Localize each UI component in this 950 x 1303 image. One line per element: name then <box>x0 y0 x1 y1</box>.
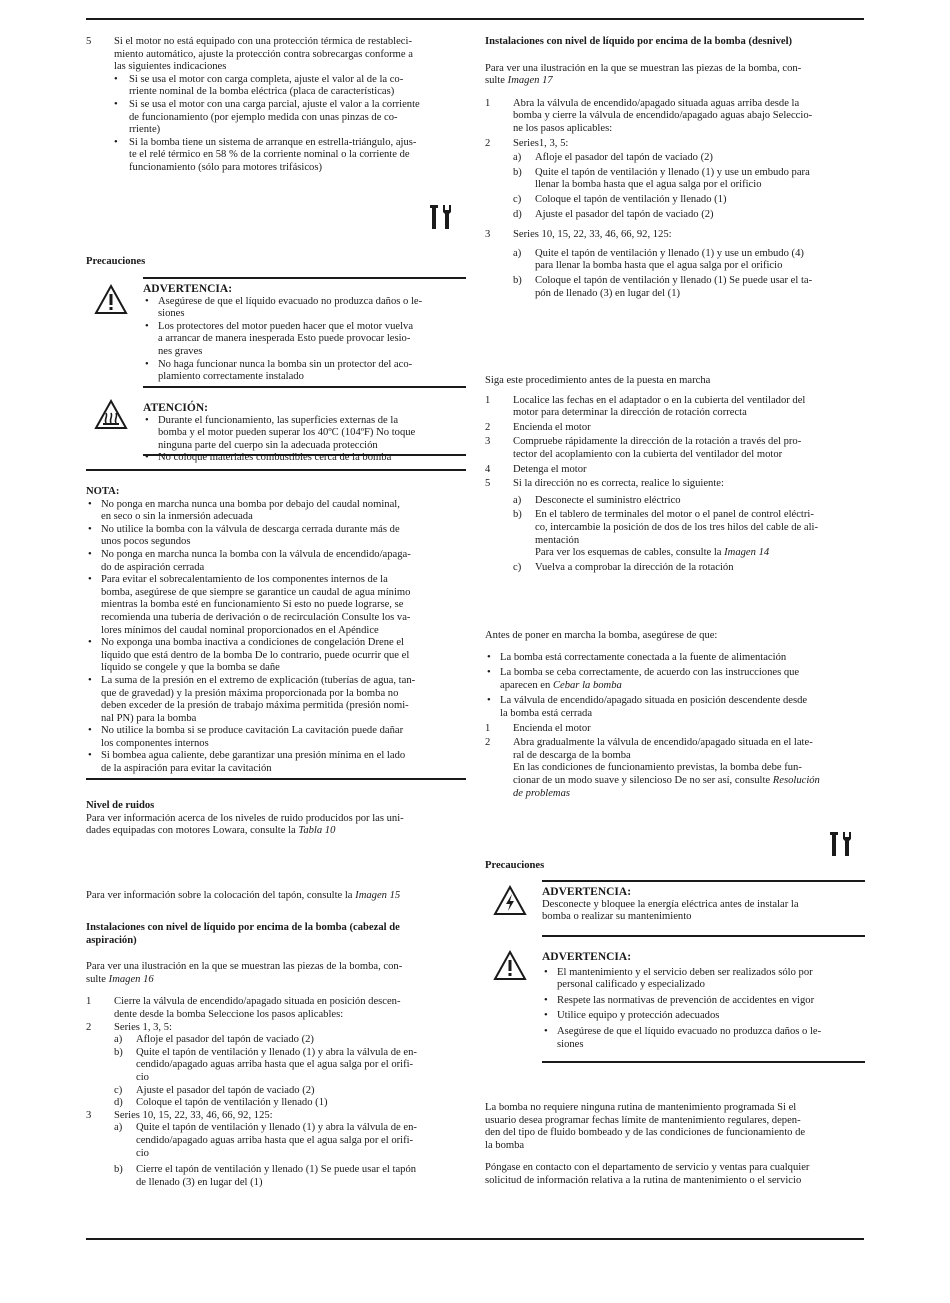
step-3: 3 Compruebe rápidamente la dirección de la rotación a través del pro- tector del acoplamiento con la cubierta del ventilador del motor <box>485 436 802 460</box>
step-4: 4 Detenga el motor <box>485 463 587 475</box>
list-item: • No haga funcionar nunca la bomba sin un protector del aco- plamiento correctamente instalado <box>143 359 466 384</box>
step-1: 1 Abra la válvula de encendido/apagado situada aguas arriba desde la bomba y cierre la válvula de encendido/apagado aguas abajo Seleccio- ne los pasos aplicables: <box>485 97 813 134</box>
substep: a) Quite el tapón de ventilación y llenado (1) y abra la válvula de en- cendido/apagado aguas arriba hasta que el agua salga por el orifi- cio <box>114 1122 417 1159</box>
image-reference-link[interactable]: Imagen 14 <box>724 547 770 559</box>
top-rule <box>86 18 864 20</box>
image-reference-link[interactable]: Imagen 16 <box>108 973 154 985</box>
desnivel-section: Instalaciones con nivel de líquido por encima de la bomba (desnivel) Para ver una ilustración en la que se muestran las piezas de la bomba, con- sulte Imagen 17 1 Abra la válvula de encendido/apagado situada aguas arriba desde la bomba y cierre la válvula de encendido/apagado aguas abajo Seleccio- ne los pasos aplicables: 2 Series1, 3, 5: a) Afloje el pasador del tapón de vaciado (2) b) Quite el tapón de ventilación y llenado (1) y use un embudo para llenar la bomba hasta que el agua salga por el orificio c) Coloque el tapón de ventilación y llenado (1) d) Ajuste el pasador del tapón de vaciado (2) 3 Series 10, 15, 22, 33, 46, 66, 92, 125: a) Quite el tapón de ventilación y llenado (1) y use un embudo (4) para llenar la bomba hasta que el agua salga por el orificio b) Coloque el tapón de ventilación y llenado (1) Se puede usar el ta- pón de llenado (3) en lugar del (1) <box>485 36 865 300</box>
substep: b) Quite el tapón de ventilación y llenado (1) y abra la válvula de en- cendido/apagado aguas arriba hasta que el agua salga por el orifi- cio <box>114 1046 417 1083</box>
warning-icon <box>94 283 128 317</box>
maintenance-warning-box: ADVERTENCIA: • El mantenimiento y el servicio deben ser realizados sólo por personal calificado y especializado • Respete las normativas de prevención de accidentes en vigor • Utilice equipo y protección adecuados • Asegúrese de que el líquido evacuado no produzca daños o le- siones <box>485 945 865 1051</box>
list-item: • No exponga una bomba inactiva a condiciones de congelación Drene el líquido que está dentro de la bomba De lo contrario, puede ocurrir que el líquido se congele y que la bomba se dañe <box>86 637 466 675</box>
step-5: 5 Si la dirección no es correcta, realice lo siguiente: <box>485 478 724 490</box>
substep: a) Afloje el pasador del tapón de vaciado (2) <box>513 152 713 164</box>
substep: a) Desconecte el suministro eléctrico <box>513 494 681 506</box>
list-item: • Si bombea agua caliente, debe garantizar una presión mínima en el lado de la aspiración para evitar la cavitación <box>86 750 466 775</box>
list-item: • Respete las normativas de prevención de accidentes en vigor <box>542 995 865 1008</box>
section-heading-precauciones-right: Precauciones <box>485 860 545 871</box>
maintenance-section: La bomba no requiere ninguna rutina de mantenimiento programada Si el usuario desea programar fechas límite de mantenimiento regulares, depen- den del tipo de fluido bombeado y de las condiciones de funcionamiento de la bomba Póngase en contacto con el departamento de servicio y ventas para cualquier solicitud de información relativa a la rutina de mantenimiento o el servicio <box>485 1102 810 1186</box>
list-item: • Asegúrese de que el líquido evacuado no produzca daños o le- siones <box>542 1026 865 1051</box>
electrical-hazard-icon <box>493 884 527 918</box>
step-1: 1 Localice las fechas en el adaptador o en la cubierta del ventilador del motor para determinar la dirección de rotación correcta <box>485 394 806 419</box>
warning-icon <box>493 949 527 983</box>
hot-surface-icon <box>94 398 128 432</box>
substep: b) Coloque el tapón de ventilación y llenado (1) Se puede usar el ta- pón de llenado (3) en lugar del (1) <box>513 274 813 299</box>
list-item: • Los protectores del motor pueden hacer que el motor vuelva a arrancar de manera inesperada Esto puede provocar lesio- nes graves <box>143 321 466 359</box>
substep: b) Quite el tapón de ventilación y llenado (1) y use un embudo para llenar la bomba hasta que el agua salga por el orificio <box>513 166 810 191</box>
noise-section: Nivel de ruidos Para ver información acerca de los niveles de ruido producidos por las uni- dades equipadas con motores Lowara, consulte la Tabla 10 <box>86 800 404 837</box>
section-reference-link[interactable]: Resolución <box>772 774 820 786</box>
substep: b) En el tablero de terminales del motor o el panel de control eléctri- co, intercambie la posición de dos de los tres hilos del cable de ali- mentación Para ver los esquemas de cables, consulte la Imagen 14 <box>513 509 819 559</box>
list-item: • La suma de la presión en el extremo de explicación (tuberías de agua, tan- que de gravedad) y la presión máxima proporcionada por la bomba no deben exceder de la presión de trabajo máxima permitida (presión nomi- nal PN) para la bomba <box>86 675 466 725</box>
table-reference-link[interactable]: Tabla 10 <box>298 825 336 837</box>
step-5: 5 Si el motor no está equipado con una protección térmica de restableci- miento automático, ajuste la protección contra sobrecargas conforme a las siguientes indicaciones <box>86 36 413 73</box>
caution-box: ATENCIÓN: • Durante el funcionamiento, las superficies externas de la bomba y el motor pueden superar los 40ºC (104ºF) No toque ninguna parte del cuerpo sin la adecuada protección • No coloque materiales combustibles cerca de la bomba <box>86 392 466 465</box>
list-item: • La válvula de encendido/apagado situada en posición descendente desde la bomba está cerrada <box>485 695 865 720</box>
list-item: • No utilice la bomba con la válvula de descarga cerrada durante más de unos pocos segundos <box>86 524 466 549</box>
electrical-warning-box: ADVERTENCIA: Desconecte y bloquee la energía eléctrica antes de instalar la bomba o realizar su mantenimiento <box>485 880 865 924</box>
substep: d) Coloque el tapón de ventilación y llenado (1) <box>114 1097 328 1109</box>
list-item: • Para evitar el sobrecalentamiento de los componentes internos de la bomba, asegúrese de que siempre se garantice un caudal de agua mínimo mientras la bomba esté en funcionamiento Si esto no puede lograrse, se recomienda una tubería de derivación o de recirculación Consulte los va- lores mínimos del caudal nominal proporcionados en el Apéndice <box>86 574 466 637</box>
section-heading-precauciones-left: Precauciones <box>86 256 146 267</box>
substep: c) Vuelva a comprobar la dirección de la rotación <box>513 561 734 573</box>
list-item: • No ponga en marcha nunca la bomba con la válvula de encendido/apaga- do de aspiración cerrada <box>86 549 466 574</box>
step-3: 3 Series 10, 15, 22, 33, 46, 66, 92, 125: <box>485 229 672 241</box>
suction-head-section: Instalaciones con nivel de líquido por encima de la bomba (cabezal de aspiración) Para ver una ilustración en la que se muestran las piezas de la bomba, con- sulte Imagen 16 1 Cierre la válvula de encendido/apagado situada en posición descen- dente desde la bomba Seleccione los pasos aplicables: 2 Series 1, 3, 5: a) Afloje el pasador del tapón de vaciado (2) b) Quite el tapón de ventilación y llenado (1) y abra la válvula de en- cendido/apagado aguas arriba hasta que el agua salga por el orifi- cio c) Ajuste el pasador del tapón de vaciado (2) d) Coloque el tapón de ventilación y llenado (1) 3 Series 10, 15, 22, 33, 46, 66, 92, 125: a) Quite el tapón de ventilación y llenado (1) y abra la válvula de en- cendido/apagado aguas arriba hasta que el agua salga por el orifi- cio b) Cierre el tapón de ventilación y llenado (1) Se puede usar el tapón de llenado (3) en lugar del (1) <box>86 922 466 1189</box>
list-item: • No coloque materiales combustibles cerca de la bomba <box>143 452 466 465</box>
step-2: 2 Encienda el motor <box>485 421 591 433</box>
warning-box-1: ADVERTENCIA: • Asegúrese de que el líquido evacuado no produzca daños o le- siones • Los protectores del motor pueden hacer que el motor vuelva a arrancar de manera inesperada Esto puede provocar lesio- nes graves • No haga funcionar nunca la bomba sin un protector del aco- plamiento correctamente instalado <box>86 277 466 384</box>
step-2: 2 Abra gradualmente la válvula de encendido/apagado situada en el late- ral de descarga de la bomba En las condiciones de funcionamiento previstas, la bomba debe fun- cionar de un modo suave y silencioso De no ser así, consulte Resolución de problemas <box>485 737 820 799</box>
list-item: • Si se usa el motor con una carga parcial, ajuste el valor a la corriente <box>86 99 466 112</box>
image-reference-link[interactable]: Imagen 15 <box>355 890 401 901</box>
bottom-rule <box>86 1238 864 1240</box>
step-2: 2 Series1, 3, 5: <box>485 137 569 149</box>
substep: a) Afloje el pasador del tapón de vaciado (2) <box>114 1034 314 1046</box>
list-item: • La bomba se ceba correctamente, de acuerdo con las instrucciones que aparecen en Cebar la bomba <box>485 667 865 692</box>
list-item: • Durante el funcionamiento, las superficies externas de la bomba y el motor pueden superar los 40ºC (104ºF) No toque ninguna parte del cuerpo sin la adecuada protección <box>143 415 466 453</box>
tools-icon <box>430 203 454 231</box>
list-item: • No ponga en marcha nunca una bomba por debajo del caudal nominal, en seco o sin la inmersión adecuada <box>86 499 466 524</box>
list-item: • Si la bomba tiene un sistema de arranque en estrella-triángulo, ajus- <box>86 137 466 150</box>
substep: c) Ajuste el pasador del tapón de vaciado (2) <box>114 1084 315 1096</box>
rotation-section: Siga este procedimiento antes de la puesta en marcha 1 Localice las fechas en el adaptador o en la cubierta del ventilador del motor para determinar la dirección de rotación correcta 2 Encienda el motor 3 Compruebe rápidamente la dirección de la rotación a través del pro- tector del acoplamiento con la cubierta del ventilador del motor 4 Detenga el motor 5 Si la dirección no es correcta, realice lo siguiente: a) Desconecte el suministro eléctrico b) En el tablero de terminales del motor o el panel de control eléctri- co, intercambie la posición de dos de los tres hilos del cable de ali- mentación Para ver los esquemas de cables, consulte la Imagen 14 c) Vuelva a comprobar la dirección de la rotación <box>485 375 865 574</box>
substep: d) Ajuste el pasador del tapón de vaciado (2) <box>513 208 714 220</box>
left-column: 5 Si el motor no está equipado con una protección térmica de restableci- miento automático, ajuste la protección contra sobrecargas conforme a las siguientes indicaciones • Si se usa el motor con carga completa, ajuste el valor al de la co- rriente nominal de la bomba eléctrica (placa de características) • Si se usa el motor con una carga parcial, ajuste el valor a la corriente de funcionamiento (por ejemplo medida con unas pinzas de co- rriente) • Si la bomba tiene un sistema de arranque en estrella-triángulo, ajus- te el relé térmico en 58 % de la corriente nominal o la corriente de funcionamiento (sólo para motores trifásicos) <box>86 36 466 175</box>
list-item: • Si se usa el motor con carga completa, ajuste el valor al de la co- <box>86 74 466 87</box>
substep: c) Coloque el tapón de ventilación y llenado (1) <box>513 193 727 205</box>
substep: b) Cierre el tapón de ventilación y llenado (1) Se puede usar el tapón de llenado (3) en lugar del (1) <box>114 1164 417 1188</box>
startup-section: Antes de poner en marcha la bomba, asegúrese de que: • La bomba está correctamente conectada a la fuente de alimentación • La bomba se ceba correctamente, de acuerdo con las instrucciones que aparecen en Cebar la bomba • La válvula de encendido/apagado situada en posición descendente desde la bomba está cerrada 1 Encienda el motor 2 Abra gradualmente la válvula de encendido/apagado situada en el late- ral de descarga de la bomba En las condiciones de funcionamiento previstas, la bomba debe fun- cionar de un modo suave y silencioso De no ser así, consulte Resolución de problemas <box>485 630 865 800</box>
step-1: 1 Encienda el motor <box>485 722 591 734</box>
step-1: 1 Cierre la válvula de encendido/apagado situada en posición descen- dente desde la bomba Seleccione los pasos aplicables: <box>86 996 401 1020</box>
step-3: 3 Series 10, 15, 22, 33, 46, 66, 92, 125: <box>86 1109 273 1121</box>
note-box: NOTA: • No ponga en marcha nunca una bomba por debajo del caudal nominal, en seco o sin la inmersión adecuada • No utilice la bomba con la válvula de descarga cerrada durante más de unos pocos segundos • No ponga en marcha nunca la bomba con la válvula de encendido/apaga- do de aspiración cerrada • Para evitar el sobrecalentamiento de los componentes internos de la bomba, asegúrese de que siempre se garantice un caudal de agua mínimo mientras la bomba esté en funcionamiento Si esto no puede lograrse, se recomienda una tubería de derivación o de recirculación Consulte los va- lores mínimos del caudal nominal proporcionados en el Apéndice • No exponga una bomba inactiva a condiciones de congelación Drene el líquido que está dentro de la bomba De lo contrario, puede ocurrir que el líquido se congele y que la bomba se dañe • La suma de la presión en el extremo de explicación (tuberías de agua, tan- que de gravedad) y la presión máxima proporcionada por la bomba no deben exceder de la presión de trabajo máxima permitida (presión nomi- nal PN) para la bomba • No utilice la bomba si se produce cavitación La cavitación puede dañar los componentes internos • Si bombea agua caliente, debe garantizar una presión mínima en el lado de la aspiración para evitar la cavitación <box>86 486 466 780</box>
tools-icon <box>830 830 854 858</box>
list-item: • No utilice la bomba si se produce cavitación La cavitación puede dañar los componentes internos <box>86 725 466 750</box>
list-item: • El mantenimiento y el servicio deben ser realizados sólo por personal calificado y especializado <box>542 967 865 992</box>
section-reference-link[interactable]: Cebar la bomba <box>552 679 622 691</box>
list-item: • Asegúrese de que el líquido evacuado no produzca daños o le- siones <box>143 296 466 321</box>
step-2: 2 Series 1, 3, 5: <box>86 1021 172 1033</box>
plug-position-text: Para ver información sobre la colocación del tapón, consulte la Imagen 15 <box>86 890 401 901</box>
image-reference-link[interactable]: Imagen 17 <box>507 75 553 87</box>
substep: a) Quite el tapón de ventilación y llenado (1) y use un embudo (4) para llenar la bomba hasta que el agua salga por el orificio <box>513 247 804 272</box>
list-item: • Utilice equipo y protección adecuados <box>542 1010 865 1023</box>
list-item: • La bomba está correctamente conectada a la fuente de alimentación <box>485 652 865 665</box>
